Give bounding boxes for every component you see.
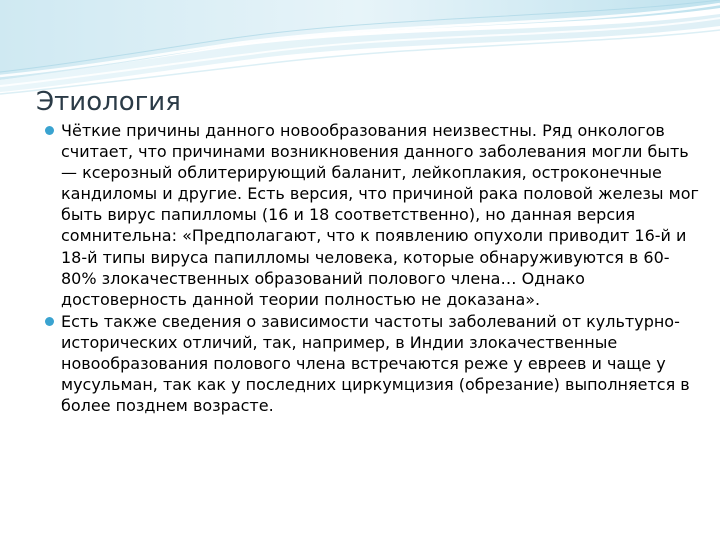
bullet-dot-icon: [45, 126, 54, 135]
bullet-item: [44, 311, 704, 416]
bullet-item: [44, 120, 704, 310]
bullet-text: Есть также сведения о зависимости частоты заболеваний от культурно-исторических отличий, так, например, в Индии злокачественные новообразования полового члена встречаются реже у евреев и чаще у мусульман, так как у последних циркумцизия (обрезание) выполняется в более позднем возрасте.: [61, 311, 690, 416]
bullet-list: [44, 120, 704, 416]
bullet-text: Чёткие причины данного новообразования неизвестны. Ряд онкологов считает, что причинами возникновения данного заболевания могли быть — ксерозный облитерирующий баланит, лейкоплакия, остроконечные кандиломы и другие. Есть версия, что причиной рака половой железы мог быть вирус папилломы (16 и 18 соответственно), но данная версия сомнительна: «Предполагают, что к появлению опухоли приводит 16-й и 18-й типы вируса папилломы человека, которые обнаруживуются в 60-80% злокачественных образований полового члена… Однако достоверность данной теории полностью не доказана».: [61, 121, 699, 309]
slide-title: Этиология: [36, 87, 181, 117]
bullet-dot-icon: [45, 317, 54, 326]
